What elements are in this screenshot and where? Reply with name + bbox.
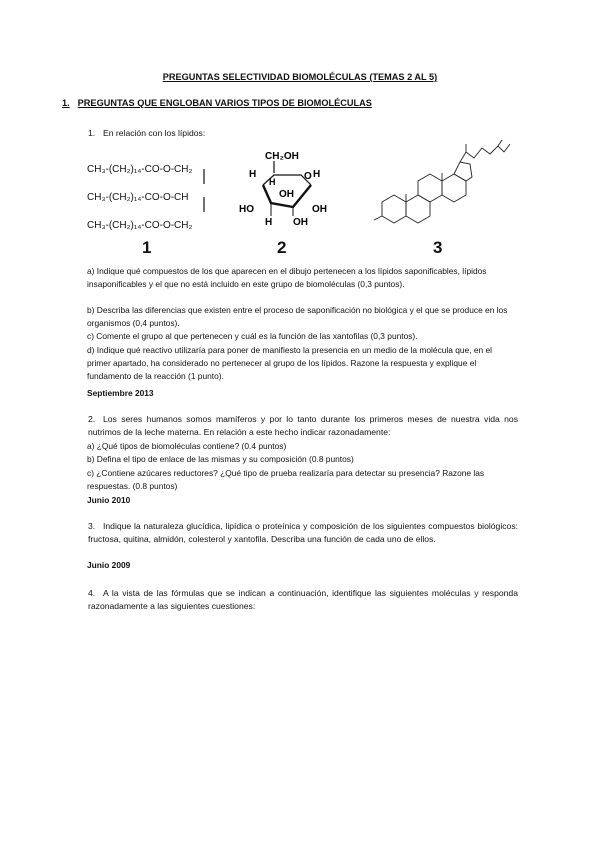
question-2-part-a: a) ¿Qué tipos de biomoléculas contiene? (0.4 puntos) bbox=[87, 441, 287, 451]
question-2-part-c: c) ¿Contiene azúcares reductores? ¿Qué tipo de prueba realizaría para detectar su presencia? Razone las respuestas. (0.8 puntos) bbox=[87, 468, 485, 491]
question-2-part-b: b) Defina el tipo de enlace de las mismas y su composición (0.8 puntos) bbox=[87, 454, 354, 464]
question-1-part-a: a) Indique qué compuestos de los que aparecen en el dibujo pertenecen a los lípidos saponificables, lípidos insaponificables y el que no está incluido en este grupo de biomoléculas (0,3 puntos). bbox=[87, 266, 487, 289]
question-1-number: 1. bbox=[88, 128, 96, 138]
question-3-body: Indique la naturaleza glucídica, lipídica o proteínica y composición de los siguientes compuestos biológicos: fructosa, quitina, almidón, colesterol y xantofila. Describa una función de cada uno de ellos. bbox=[88, 521, 518, 544]
section-number: 1. bbox=[62, 98, 70, 108]
question-1-part-b: b) Describa las diferencias que existen entre el proceso de saponificación no biológica y el que se produce en los organismos (0,4 puntos). bbox=[87, 305, 508, 328]
formula-line-1: CH₃-(CH₂)₁₄-CO-O-CH₂ bbox=[87, 164, 193, 175]
h-label-4: H bbox=[265, 217, 273, 228]
figure-label-1: 1 bbox=[142, 238, 152, 257]
question-4-number: 4. bbox=[88, 588, 96, 598]
question-1-date: Septiembre 2013 bbox=[87, 388, 154, 398]
oh-label-1: OH bbox=[279, 189, 294, 200]
question-2-text bbox=[88, 413, 518, 439]
question-2-number: 2. bbox=[88, 414, 96, 424]
section-text: PREGUNTAS QUE ENGLOBAN VARIOS TIPOS DE BIOMOLÉCULAS bbox=[77, 98, 372, 108]
figure-label-2: 2 bbox=[277, 238, 287, 257]
question-3-text bbox=[88, 520, 518, 546]
ring-oxygen: O bbox=[304, 171, 312, 182]
formula-line-2: CH₃-(CH₂)₁₄-CO-O-CH bbox=[87, 192, 189, 203]
formula-line-3: CH₃-(CH₂)₁₄-CO-O-CH₂ bbox=[87, 220, 193, 231]
question-2-date: Junio 2010 bbox=[87, 495, 131, 505]
cholesterol-figure bbox=[362, 140, 522, 240]
h-label-2: H bbox=[313, 169, 321, 180]
question-2-body: Los seres humanos somos mamíferos y por lo tanto durante los primeros meses de nuestra vida nos nutrimos de la leche materna. En relación a este hecho indicar razonadamente: bbox=[88, 414, 518, 437]
page-title: PREGUNTAS SELECTIVIDAD BIOMOLÉCULAS (TEMAS 2 AL 5) bbox=[162, 72, 438, 82]
ch2oh-label: CH₂OH bbox=[265, 151, 299, 162]
figure-label-3: 3 bbox=[433, 238, 443, 257]
glycerol-bonds bbox=[196, 160, 216, 220]
question-1-part-d: d) Indique qué reactivo utilizaría para poner de manifiesto la presencia en un medio de la molécula que, en el primer apartado, ha considerado no pertenecer al grupo de los lípidos. Razone la respuesta y explique el fundamento de la reacción (1 punto). bbox=[87, 345, 493, 381]
oh-label-2: OH bbox=[312, 204, 327, 215]
question-3-date: Junio 2009 bbox=[87, 560, 131, 570]
ho-label: HO bbox=[239, 204, 254, 215]
section-heading bbox=[62, 98, 372, 108]
question-3-number: 3. bbox=[88, 521, 96, 531]
question-1-intro bbox=[88, 127, 205, 140]
h-label-1: H bbox=[249, 169, 257, 180]
question-4-text bbox=[88, 587, 518, 613]
question-1-intro-text: En relación con los lípidos: bbox=[103, 128, 206, 138]
question-1-part-c: c) Comente el grupo al que pertenecen y cuál es la función de las xantofilas (0,3 puntos). bbox=[87, 331, 418, 341]
glucose-ring-figure bbox=[235, 145, 335, 235]
h-label-3: H bbox=[269, 177, 276, 187]
oh-label-3: OH bbox=[293, 217, 308, 228]
question-4-body: A la vista de las fórmulas que se indican a continuación, identifique las siguientes moléculas y responda razonadamente a las siguientes cuestiones: bbox=[88, 588, 518, 611]
